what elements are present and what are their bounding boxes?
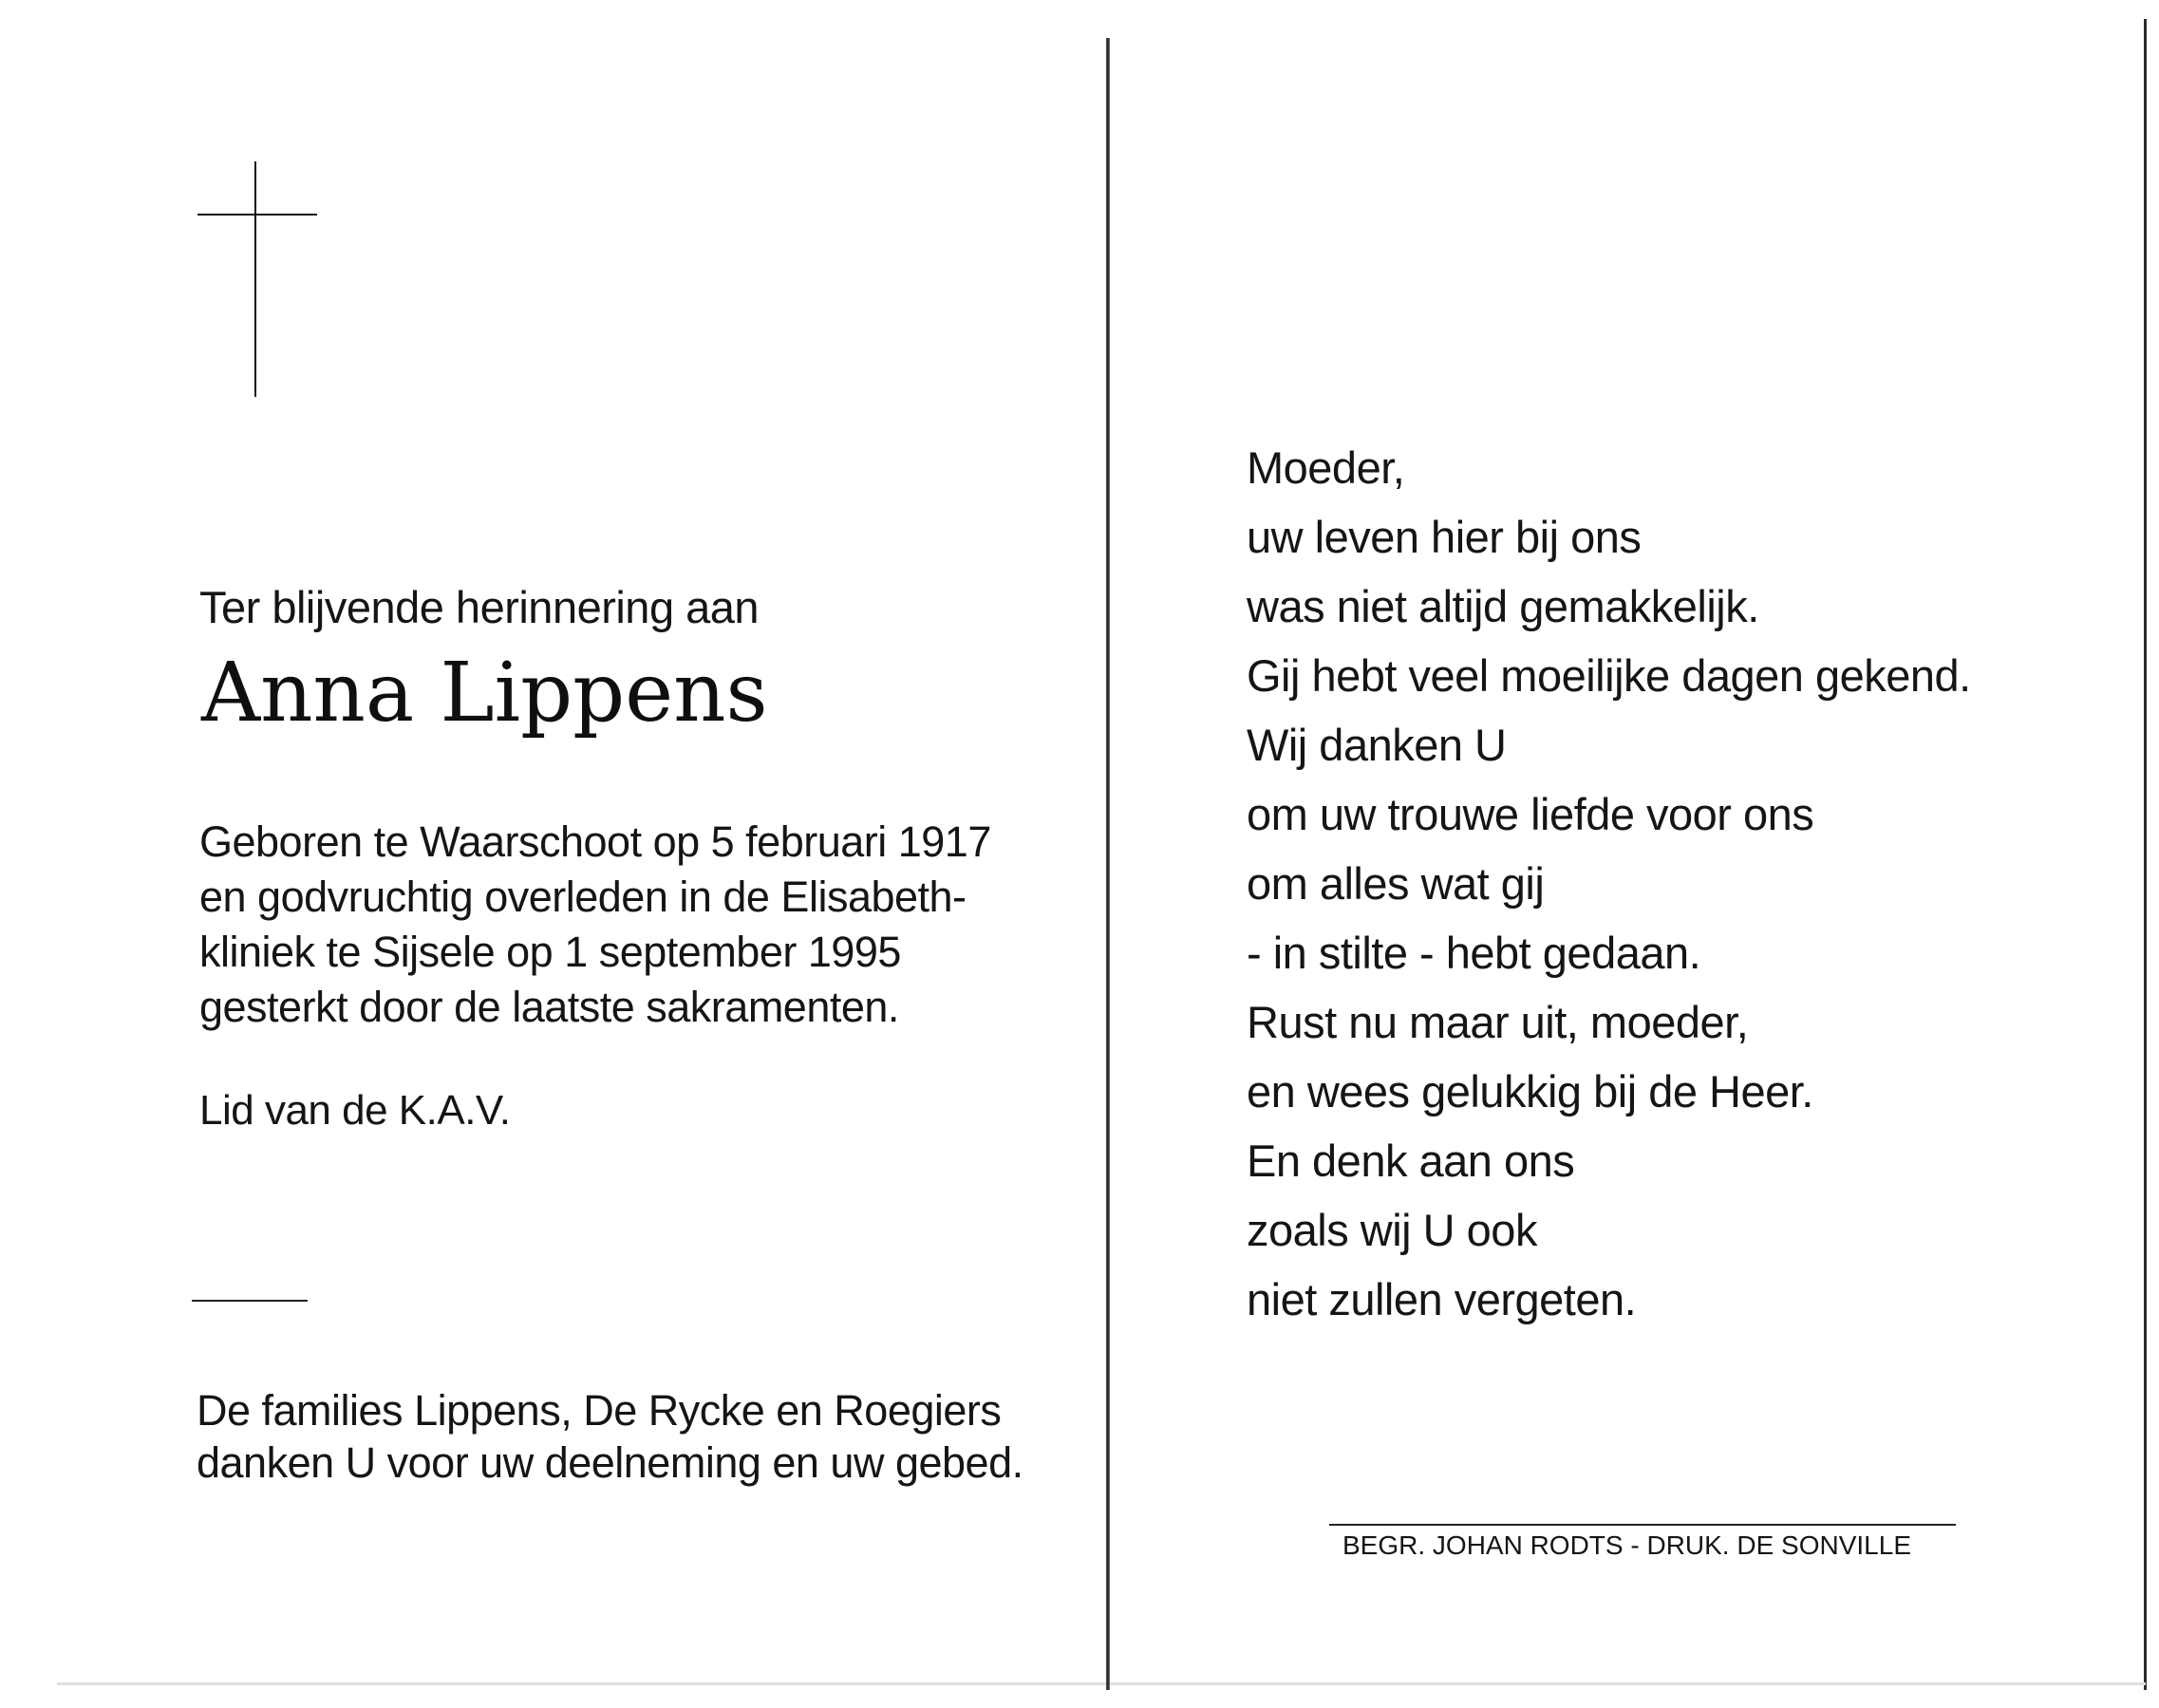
intro-line: Ter blijvende herinnering aan xyxy=(199,582,760,632)
poem-line: uw leven hier bij ons xyxy=(1247,512,1642,562)
poem-line: niet zullen vergeten. xyxy=(1247,1274,1637,1324)
poem-line: en wees gelukkig bij de Heer. xyxy=(1247,1066,1813,1117)
deceased-name: Anna Lippens xyxy=(201,646,768,741)
poem-line: Moeder, xyxy=(1247,442,1405,493)
poem-line: Rust nu maar uit, moeder, xyxy=(1247,997,1749,1047)
thanks-line: De families Lippens, De Rycke en Roegiers xyxy=(197,1386,1002,1435)
bio-line: gesterkt door de laatste sakramenten. xyxy=(199,983,899,1031)
bio-line: Geboren te Waarschoot op 5 februari 1917 xyxy=(199,817,991,866)
cross-icon xyxy=(197,161,319,399)
poem-line: was niet altijd gemakkelijk. xyxy=(1247,581,1759,631)
poem xyxy=(1247,433,1971,1334)
bio-line: en godvruchtig overleden in de Elisabeth- xyxy=(199,873,967,921)
biography xyxy=(199,815,991,1035)
family-thanks xyxy=(197,1384,1023,1489)
thanks-line: danken U voor uw deelneming en uw gebed. xyxy=(197,1438,1023,1487)
printer-rule xyxy=(1329,1524,1956,1526)
poem-line: - in stilte - hebt gedaan. xyxy=(1247,928,1701,978)
cross-horizontal-bar xyxy=(197,214,317,216)
poem-line: Wij danken U xyxy=(1247,720,1507,770)
card-edge-right xyxy=(2144,19,2147,1690)
poem-line: om uw trouwe liefde voor ons xyxy=(1247,789,1814,839)
printer-credit: BEGR. JOHAN RODTS - DRUK. DE SONVILLE xyxy=(1342,1530,1911,1560)
poem-line: om alles wat gij xyxy=(1247,858,1545,909)
card-edge-bottom xyxy=(57,1682,2146,1685)
card-fold-line xyxy=(1106,38,1110,1690)
poem-line: zoals wij U ook xyxy=(1247,1205,1537,1255)
poem-line: En denk aan ons xyxy=(1247,1136,1575,1186)
bio-line: kliniek te Sijsele op 1 september 1995 xyxy=(199,928,901,976)
divider-rule xyxy=(192,1300,308,1302)
poem-line: Gij hebt veel moeilijke dagen gekend. xyxy=(1247,650,1971,701)
membership-line: Lid van de K.A.V. xyxy=(199,1087,511,1134)
cross-vertical-bar xyxy=(254,161,256,397)
